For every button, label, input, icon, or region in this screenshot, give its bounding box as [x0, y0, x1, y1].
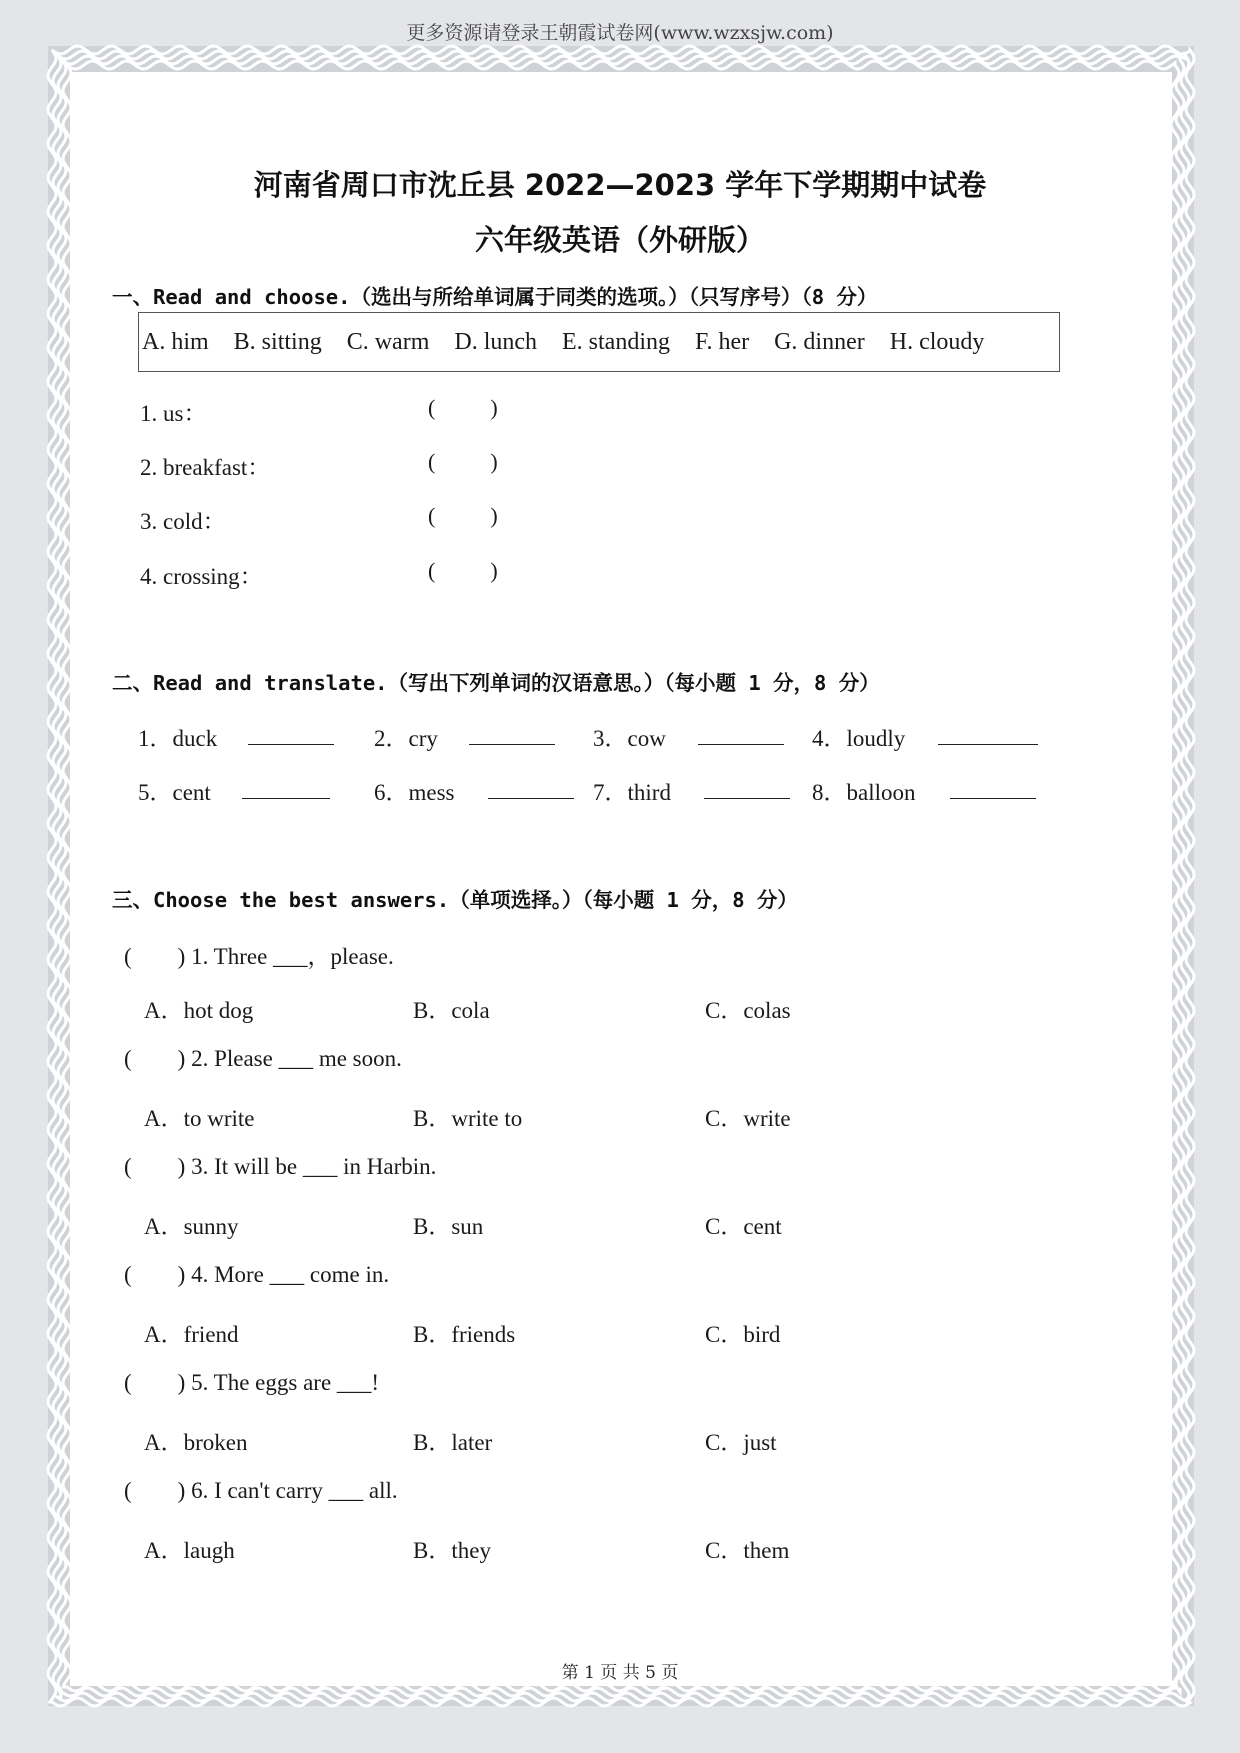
page-footer: 第 1 页 共 5 页 — [561, 1663, 679, 1683]
translate-blank-5[interactable] — [242, 778, 330, 799]
section3-heading: 三、Choose the best answers.（单项选择。）（每小题 1 分，8 分） — [112, 888, 798, 912]
translate-blank-2[interactable] — [469, 724, 555, 745]
mc-q2-option-b[interactable]: B．write to — [413, 1106, 523, 1131]
source-banner: 更多资源请登录王朝霞试卷网(www.wzxsjw.com) — [406, 22, 834, 44]
s1-answer-blank-3[interactable]: ( ) — [428, 503, 498, 528]
translate-blank-8[interactable] — [950, 778, 1036, 799]
translate-item-3: 3．cow — [593, 726, 666, 751]
translate-item-8: 8．balloon — [812, 780, 916, 805]
mc-q3-option-a[interactable]: A．sunny — [144, 1214, 239, 1239]
mc-q2-option-a[interactable]: A．to write — [144, 1106, 255, 1131]
translate-item-7: 7．third — [593, 780, 671, 805]
mc-q1-option-b[interactable]: B．cola — [413, 998, 490, 1023]
mc-q1-option-a[interactable]: A．hot dog — [144, 998, 254, 1023]
translate-blank-3[interactable] — [698, 724, 784, 745]
mc-question-2: ( ) 2. Please ___ me soon. — [124, 1046, 402, 1071]
translate-item-5: 5．cent — [138, 780, 211, 805]
mc-q3-option-c[interactable]: C．cent — [705, 1214, 782, 1239]
option-b: B. sitting — [233, 328, 322, 355]
mc-q2-option-c[interactable]: C．write — [705, 1106, 791, 1131]
s1-question-1: 1. us： — [140, 401, 207, 426]
section1-heading: 一、Read and choose.（选出与所给单词属于同类的选项。）（只写序号）（8 分） — [112, 285, 878, 309]
s1-question-2: 2. breakfast： — [140, 455, 271, 480]
s1-answer-blank-2[interactable]: ( ) — [428, 449, 498, 474]
section2-heading: 二、Read and translate.（写出下列单词的汉语意思。）（每小题 1 分，8 分） — [112, 671, 880, 695]
mc-question-6: ( ) 6. I can't carry ___ all. — [124, 1478, 398, 1503]
option-e: E. standing — [562, 328, 671, 355]
s1-question-3: 3. cold： — [140, 509, 226, 534]
translate-blank-7[interactable] — [704, 778, 790, 799]
mc-q4-option-a[interactable]: A．friend — [144, 1322, 239, 1347]
s1-answer-blank-1[interactable]: ( ) — [428, 395, 498, 420]
option-g: G. dinner — [774, 328, 865, 355]
mc-question-3: ( ) 3. It will be ___ in Harbin. — [124, 1154, 437, 1179]
translate-blank-4[interactable] — [938, 724, 1038, 745]
option-d: D. lunch — [454, 328, 538, 355]
mc-q6-option-b[interactable]: B．they — [413, 1538, 491, 1563]
mc-question-1: ( ) 1. Three ___，please. — [124, 944, 394, 969]
mc-q6-option-a[interactable]: A．laugh — [144, 1538, 235, 1563]
mc-q3-option-b[interactable]: B．sun — [413, 1214, 484, 1239]
mc-q5-option-b[interactable]: B．later — [413, 1430, 493, 1455]
translate-item-4: 4．loudly — [812, 726, 906, 751]
mc-q5-option-c[interactable]: C．just — [705, 1430, 777, 1455]
mc-q4-option-b[interactable]: B．friends — [413, 1322, 516, 1347]
translate-item-2: 2．cry — [374, 726, 438, 751]
mc-q6-option-c[interactable]: C．them — [705, 1538, 790, 1563]
mc-question-4: ( ) 4. More ___ come in. — [124, 1262, 390, 1287]
s1-answer-blank-4[interactable]: ( ) — [428, 558, 498, 583]
exam-title: 河南省周口市沈丘县 2022—2023 学年下学期期中试卷 — [253, 168, 987, 202]
option-box — [138, 312, 1060, 372]
translate-item-6: 6．mess — [374, 780, 455, 805]
mc-question-5: ( ) 5. The eggs are ___! — [124, 1370, 380, 1395]
mc-q4-option-c[interactable]: C．bird — [705, 1322, 781, 1347]
option-h: H. cloudy — [889, 328, 985, 355]
translate-item-1: 1．duck — [138, 726, 218, 751]
s1-question-4: 4. crossing： — [140, 564, 263, 589]
option-a: A. him — [142, 328, 209, 355]
option-f: F. her — [695, 328, 750, 355]
mc-q5-option-a[interactable]: A．broken — [144, 1430, 248, 1455]
option-c: C. warm — [346, 328, 430, 355]
mc-q1-option-c[interactable]: C．colas — [705, 998, 791, 1023]
translate-blank-6[interactable] — [488, 778, 574, 799]
translate-blank-1[interactable] — [248, 724, 334, 745]
exam-subtitle: 六年级英语（外研版） — [474, 223, 765, 257]
